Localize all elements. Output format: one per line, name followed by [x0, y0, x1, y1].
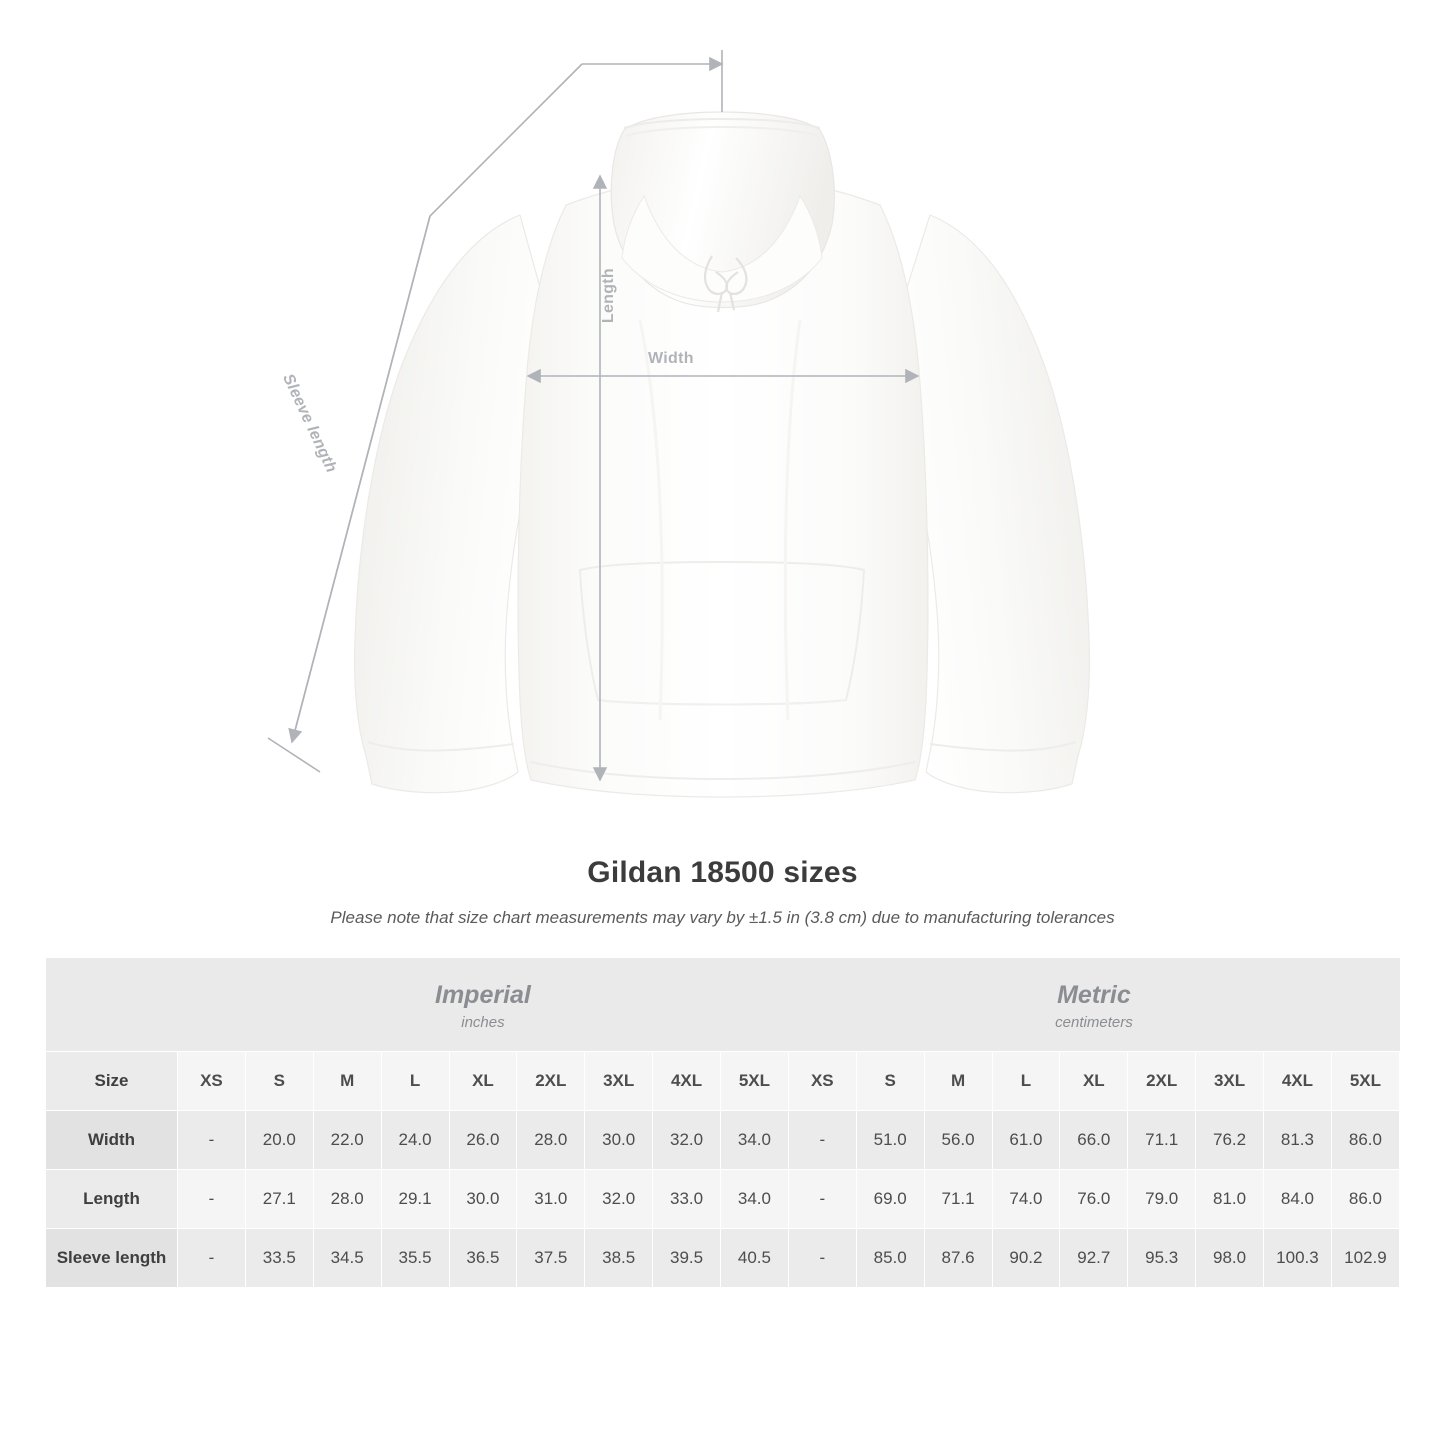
- cell-width-imp-4xl: 32.0: [653, 1111, 721, 1170]
- sleeve-length-dimension-label: Sleeve length: [279, 371, 340, 476]
- unit-header-metric: [788, 958, 1399, 1052]
- size-header-imp-l: L: [381, 1052, 449, 1111]
- cell-sleeve-met-l: 90.2: [992, 1229, 1060, 1288]
- cell-width-imp-xs: -: [178, 1111, 246, 1170]
- cell-width-imp-l: 24.0: [381, 1111, 449, 1170]
- cell-width-imp-m: 22.0: [313, 1111, 381, 1170]
- tolerance-note: Please note that size chart measurements may vary by ±1.5 in (3.8 cm) due to manufacturing tolerances: [330, 908, 1115, 927]
- size-header-imp-m: M: [313, 1052, 381, 1111]
- cell-sleeve-imp-xl: 36.5: [449, 1229, 517, 1288]
- size-header-imp-2xl: 2XL: [517, 1052, 585, 1111]
- cell-sleeve-imp-2xl: 37.5: [517, 1229, 585, 1288]
- cell-width-met-xs: -: [788, 1111, 856, 1170]
- unit-header-imperial: [178, 958, 789, 1052]
- cell-length-imp-l: 29.1: [381, 1170, 449, 1229]
- hoodie-garment: [355, 112, 1090, 797]
- cell-length-imp-3xl: 32.0: [585, 1170, 653, 1229]
- cell-width-met-2xl: 71.1: [1128, 1111, 1196, 1170]
- cell-sleeve-imp-4xl: 39.5: [653, 1229, 721, 1288]
- table-row-width: [46, 1111, 1400, 1170]
- cell-width-imp-5xl: 34.0: [721, 1111, 789, 1170]
- cell-sleeve-imp-3xl: 38.5: [585, 1229, 653, 1288]
- size-header-met-3xl: 3XL: [1196, 1052, 1264, 1111]
- cell-width-imp-s: 20.0: [245, 1111, 313, 1170]
- cell-length-met-xl: 76.0: [1060, 1170, 1128, 1229]
- size-header-met-4xl: 4XL: [1264, 1052, 1332, 1111]
- cell-length-imp-m: 28.0: [313, 1170, 381, 1229]
- cell-sleeve-met-xs: -: [788, 1229, 856, 1288]
- size-header-met-m: M: [924, 1052, 992, 1111]
- size-header-imp-xs: XS: [178, 1052, 246, 1111]
- cell-length-met-l: 74.0: [992, 1170, 1060, 1229]
- unit-name-metric: Metric: [1057, 981, 1131, 1009]
- size-header-imp-xl: XL: [449, 1052, 517, 1111]
- cell-sleeve-met-5xl: 102.9: [1331, 1229, 1399, 1288]
- size-header-met-s: S: [856, 1052, 924, 1111]
- size-header-imp-3xl: 3XL: [585, 1052, 653, 1111]
- size-header-imp-s: S: [245, 1052, 313, 1111]
- row-label-length: Length: [46, 1170, 178, 1229]
- size-header-met-2xl: 2XL: [1128, 1052, 1196, 1111]
- cell-width-imp-3xl: 30.0: [585, 1111, 653, 1170]
- size-header-met-l: L: [992, 1052, 1060, 1111]
- cell-length-imp-5xl: 34.0: [721, 1170, 789, 1229]
- size-header-met-5xl: 5XL: [1331, 1052, 1399, 1111]
- row-label-sleeve-length: Sleeve length: [46, 1229, 178, 1288]
- unit-header-row: [46, 958, 1400, 1052]
- size-header-imp-4xl: 4XL: [653, 1052, 721, 1111]
- cell-length-imp-2xl: 31.0: [517, 1170, 585, 1229]
- cell-sleeve-met-m: 87.6: [924, 1229, 992, 1288]
- cell-sleeve-met-4xl: 100.3: [1264, 1229, 1332, 1288]
- cell-sleeve-imp-5xl: 40.5: [721, 1229, 789, 1288]
- size-header-row: [46, 1052, 1400, 1111]
- size-header-imp-5xl: 5XL: [721, 1052, 789, 1111]
- cell-sleeve-met-3xl: 98.0: [1196, 1229, 1264, 1288]
- cell-sleeve-imp-m: 34.5: [313, 1229, 381, 1288]
- cell-sleeve-met-s: 85.0: [856, 1229, 924, 1288]
- cell-length-met-4xl: 84.0: [1264, 1170, 1332, 1229]
- cell-sleeve-met-2xl: 95.3: [1128, 1229, 1196, 1288]
- cell-width-imp-xl: 26.0: [449, 1111, 517, 1170]
- cell-length-met-s: 69.0: [856, 1170, 924, 1229]
- cell-sleeve-imp-xs: -: [178, 1229, 246, 1288]
- cell-length-imp-4xl: 33.0: [653, 1170, 721, 1229]
- cell-sleeve-imp-s: 33.5: [245, 1229, 313, 1288]
- table-row-sleeve-length: [46, 1229, 1400, 1288]
- cell-length-imp-s: 27.1: [245, 1170, 313, 1229]
- size-header-label: Size: [46, 1052, 178, 1111]
- cell-width-met-s: 51.0: [856, 1111, 924, 1170]
- cell-width-met-m: 56.0: [924, 1111, 992, 1170]
- cell-length-met-m: 71.1: [924, 1170, 992, 1229]
- size-header-met-xl: XL: [1060, 1052, 1128, 1111]
- cell-length-met-3xl: 81.0: [1196, 1170, 1264, 1229]
- cell-width-met-5xl: 86.0: [1331, 1111, 1399, 1170]
- cell-length-imp-xl: 30.0: [449, 1170, 517, 1229]
- width-dimension-label: Width: [648, 350, 694, 367]
- size-chart-table: [45, 958, 1400, 1288]
- unit-sub-metric: centimeters: [1055, 1014, 1133, 1032]
- cell-sleeve-imp-l: 35.5: [381, 1229, 449, 1288]
- cell-length-met-xs: -: [788, 1170, 856, 1229]
- cell-length-met-2xl: 79.0: [1128, 1170, 1196, 1229]
- cell-sleeve-met-xl: 92.7: [1060, 1229, 1128, 1288]
- cell-width-met-4xl: 81.3: [1264, 1111, 1332, 1170]
- unit-sub-imperial: inches: [461, 1014, 505, 1032]
- table-row-length: [46, 1170, 1400, 1229]
- unit-header-spacer: [46, 958, 178, 1052]
- cell-width-imp-2xl: 28.0: [517, 1111, 585, 1170]
- cell-length-imp-xs: -: [178, 1170, 246, 1229]
- page-title: Gildan 18500 sizes: [587, 856, 858, 889]
- size-chart-table-wrapper: [0, 958, 1445, 1288]
- unit-name-imperial: Imperial: [435, 981, 531, 1009]
- cell-width-met-l: 61.0: [992, 1111, 1060, 1170]
- cell-width-met-3xl: 76.2: [1196, 1111, 1264, 1170]
- cell-length-met-5xl: 86.0: [1331, 1170, 1399, 1229]
- row-label-width: Width: [46, 1111, 178, 1170]
- length-dimension-label: Length: [600, 268, 617, 324]
- size-header-met-xs: XS: [788, 1052, 856, 1111]
- cell-width-met-xl: 66.0: [1060, 1111, 1128, 1170]
